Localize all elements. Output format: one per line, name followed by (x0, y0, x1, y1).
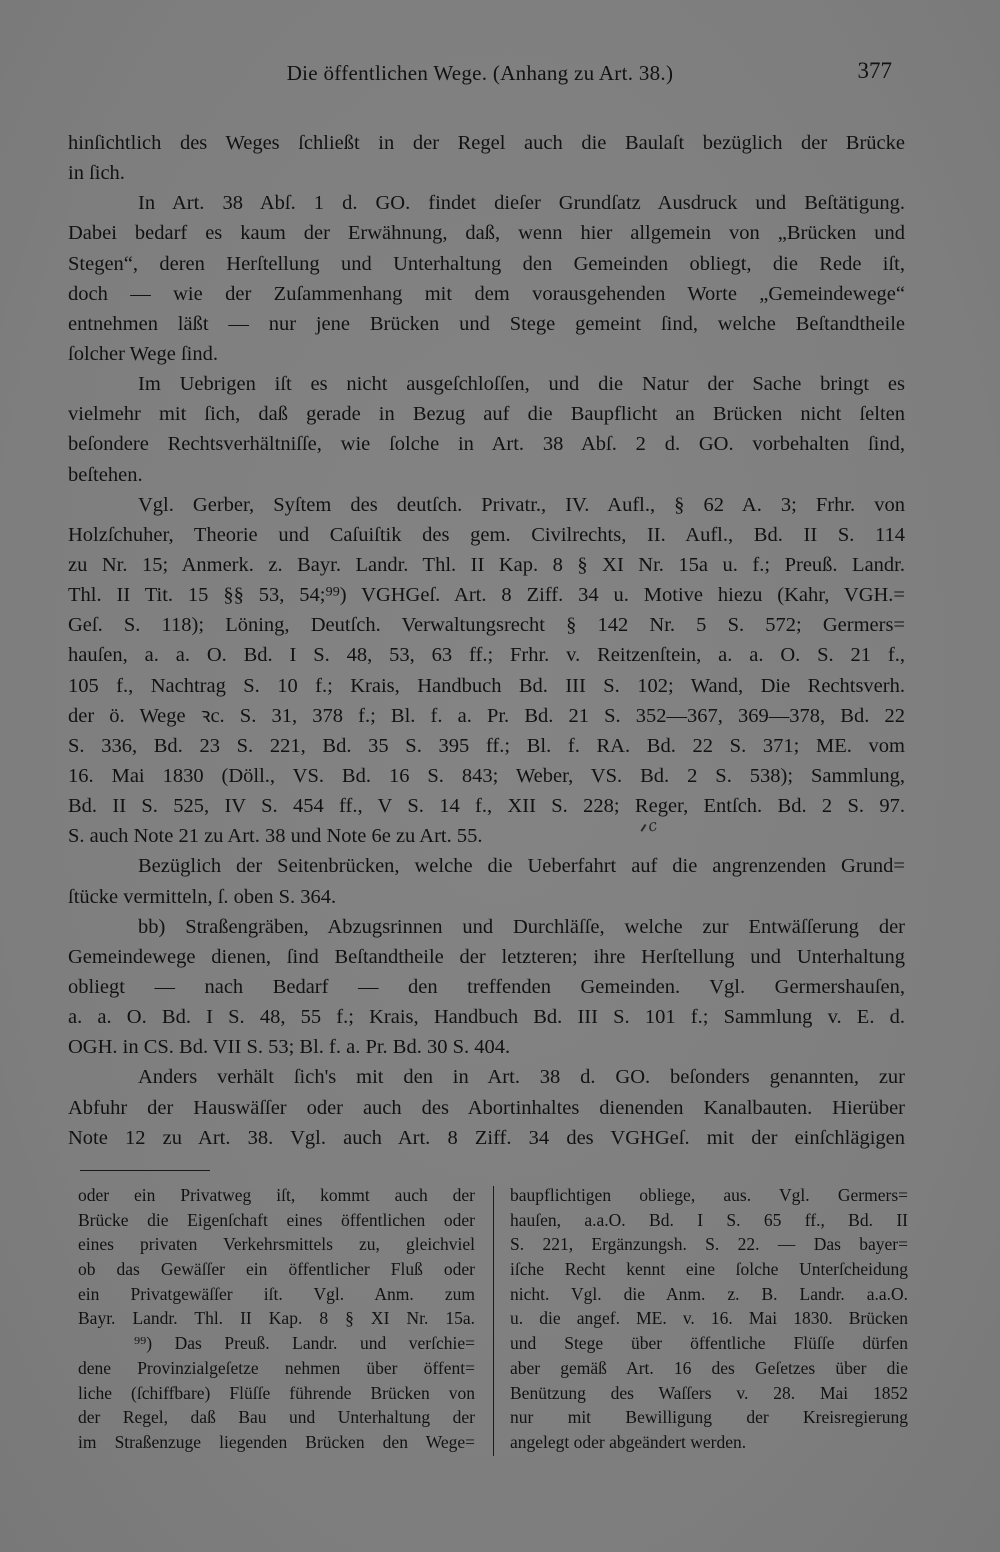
body-text-line: 16. Mai 1830 (Döll., VS. Bd. 16 S. 843; Weber, VS. Bd. 2 S. 538); Sammlung, (68, 764, 905, 787)
body-text-line: Stegen“, deren Herſtellung und Unterhaltung den Gemeinden obliegt, die Rede iſt, (68, 252, 905, 275)
footnote-column-right (510, 1183, 908, 1455)
body-text-line: Thl. II Tit. 15 §§ 53, 54;⁹⁹) VGHGeſ. Art. 8 Ziff. 34 u. Motive hiezu (Kahr, VGH.= (68, 584, 905, 607)
body-text-line: in ſich. (68, 162, 125, 185)
footnote-line: Bayr. Landr. Thl. II Kap. 8 § XI Nr. 15a. (78, 1308, 475, 1329)
footnote-line: liche (ſchiffbare) Flüſſe führende Brücken von (78, 1382, 475, 1403)
footnote-line: ⁹⁹) Das Preuß. Landr. und verſchie= (134, 1333, 475, 1354)
footnote-line: angelegt oder abgeändert werden. (510, 1431, 747, 1452)
running-head-title: Die öffentlichen Wege. (Anhang zu Art. 38.) (286, 61, 674, 85)
footnote-column-divider (493, 1186, 494, 1456)
body-text-line: 105 f., Nachtrag S. 10 f.; Krais, Handbuch Bd. III S. 102; Wand, Die Rechtsverh. (68, 674, 905, 697)
body-text-line: S. auch Note 21 zu Art. 38 und Note 6e zu Art. 55. (68, 825, 483, 848)
body-text-line: Im Uebrigen iſt es nicht ausgeſchloſſen, und die Natur der Sache bringt es (138, 373, 905, 396)
body-text-line: bb) Straßengräben, Abzugsrinnen und Durchläſſe, welche zur Entwäſſerung der (138, 915, 905, 938)
body-text-line: Anders verhält ſich's mit den in Art. 38 d. GO. beſonders genannten, zur (138, 1066, 905, 1089)
main-text-block (68, 128, 905, 1153)
body-text-line: a. a. O. Bd. I S. 48, 55 f.; Krais, Handbuch Bd. III S. 101 f.; Sammlung v. E. d. (68, 1006, 905, 1029)
footnote-line: und Stege über öffentliche Flüſſe dürfen (510, 1333, 908, 1354)
footnote-rule (80, 1170, 210, 1171)
body-text-line: entnehmen läßt — nur jene Brücken und Stege gemeint ſind, welche Beſtandtheile (68, 312, 905, 335)
body-text-line: obliegt — nach Bedarf — den treffenden Gemeinden. Vgl. Germershauſen, (68, 975, 905, 998)
footnote-line: nicht. Vgl. die Anm. z. B. Landr. a.a.O. (510, 1283, 908, 1304)
footnote-line: im Straßenzuge liegenden Brücken den Wege= (78, 1431, 475, 1452)
footnote-line: eines privaten Verkehrsmittels zu, gleichviel (78, 1234, 475, 1255)
body-text-line: Dabei bedarf es kaum der Erwähnung, daß, wenn hier allgemein von „Brücken und (68, 222, 905, 245)
body-text-line: hinſichtlich des Weges ſchließt in der Regel auch die Baulaſt bezüglich der Brücke (68, 132, 905, 154)
body-text-line: Holzſchuher, Theorie und Caſuiſtik des gem. Civilrechts, II. Aufl., Bd. II S. 114 (68, 523, 905, 546)
body-text-line: Gemeindewege dienen, ſind Beſtandtheile der letzteren; ihre Herſtellung und Unterhaltung (68, 945, 905, 968)
body-text-line: Vgl. Gerber, Syſtem des deutſch. Privatr., IV. Aufl., § 62 A. 3; Frhr. von (138, 493, 905, 516)
body-text-line: beſondere Rechtsverhältniſſe, wie ſolche in Art. 38 Abſ. 2 d. GO. vorbehalten ſind, (68, 433, 905, 456)
body-text-line: beſtehen. (68, 463, 143, 486)
body-text-line: ſolcher Wege ſind. (68, 342, 218, 365)
footnote-line: Benützung des Waſſers v. 28. Mai 1852 (510, 1382, 908, 1403)
footnote-line: oder ein Privatweg iſt, kommt auch der (78, 1185, 475, 1205)
body-text-line: vielmehr mit ſich, daß gerade in Bezug auf die Baupflicht an Brücken nicht ſelten (68, 403, 905, 426)
body-text-line: Note 12 zu Art. 38. Vgl. auch Art. 8 Ziff. 34 des VGHGeſ. mit der einſchlägigen (68, 1126, 905, 1149)
body-text-line: doch — wie der Zuſammenhang mit dem vorausgehenden Worte „Gemeindewege“ (68, 282, 905, 305)
body-text-line: ſtücke vermitteln, ſ. oben S. 364. (68, 885, 337, 908)
footnote-line: baupflichtigen obliege, aus. Vgl. Germers= (510, 1185, 908, 1205)
body-text-line: OGH. in CS. Bd. VII S. 53; Bl. f. a. Pr. Bd. 30 S. 404. (68, 1036, 511, 1059)
body-text-line: In Art. 38 Abſ. 1 d. GO. findet dieſer Grundſatz Ausdruck und Beſtätigung. (138, 192, 905, 215)
footnote-line: aber gemäß Art. 16 des Geſetzes über die (510, 1357, 908, 1378)
footnote-line: dene Provinzialgeſetze nehmen über öffent= (78, 1357, 475, 1378)
footnote-line: ein Privatgewäſſer iſt. Vgl. Anm. zum (78, 1283, 475, 1304)
page-number: 377 (857, 58, 892, 83)
footnote-line: hauſen, a.a.O. Bd. I S. 65 ff., Bd. II (510, 1209, 908, 1230)
footnote-line: S. 221, Ergänzungsh. S. 22. — Das bayer= (510, 1234, 908, 1255)
footnote-line: der Regel, daß Bau und Unterhaltung der (78, 1407, 475, 1428)
body-text-line: Geſ. S. 118); Löning, Deutſch. Verwaltungsrecht § 142 Nr. 5 S. 572; Germers= (68, 614, 905, 637)
body-text-line: Bezüglich der Seitenbrücken, welche die Ueberfahrt auf die angrenzenden Grund= (138, 855, 905, 878)
footnote-line: nur mit Bewilligung der Kreisregierung (510, 1407, 908, 1428)
body-text-line: Abfuhr der Hauswäſſer oder auch des Abortinhaltes dienenden Kanalbauten. Hierüber (68, 1096, 905, 1119)
body-text-line: Bd. II S. 525, IV S. 454 ff., V S. 14 f., XII S. 228; Reger, Entſch. Bd. 2 S. 97. (68, 795, 905, 818)
body-text-line: hauſen, a. a. O. Bd. I S. 48, 53, 63 ff.; Frhr. v. Reitzenſtein, a. a. O. S. 21 f., (68, 644, 905, 667)
footnote-line: ob das Gewäſſer ein öffentlicher Fluß oder (78, 1259, 475, 1280)
footnote-line: iſche Recht kennt eine ſolche Unterſcheidung (510, 1259, 908, 1280)
footnote-line: Brücke die Eigenſchaft eines öffentlichen oder (78, 1209, 475, 1230)
footnote-column-left (78, 1183, 475, 1455)
body-text-line: der ö. Wege ꝛc. S. 31, 378 f.; Bl. f. a. Pr. Bd. 21 S. 352—367, 369—378, Bd. 22 (68, 704, 905, 727)
handwritten-mark: c (646, 815, 659, 836)
body-text-line: S. 336, Bd. 23 S. 221, Bd. 35 S. 395 ff.; Bl. f. RA. Bd. 22 S. 371; ME. vom (68, 734, 905, 757)
footnote-line: u. die angef. ME. v. 16. Mai 1830. Brücken (510, 1308, 908, 1329)
body-text-line: zu Nr. 15; Anmerk. z. Bayr. Landr. Thl. II Kap. 8 § XI Nr. 15a u. f.; Preuß. Landr. (68, 553, 905, 576)
